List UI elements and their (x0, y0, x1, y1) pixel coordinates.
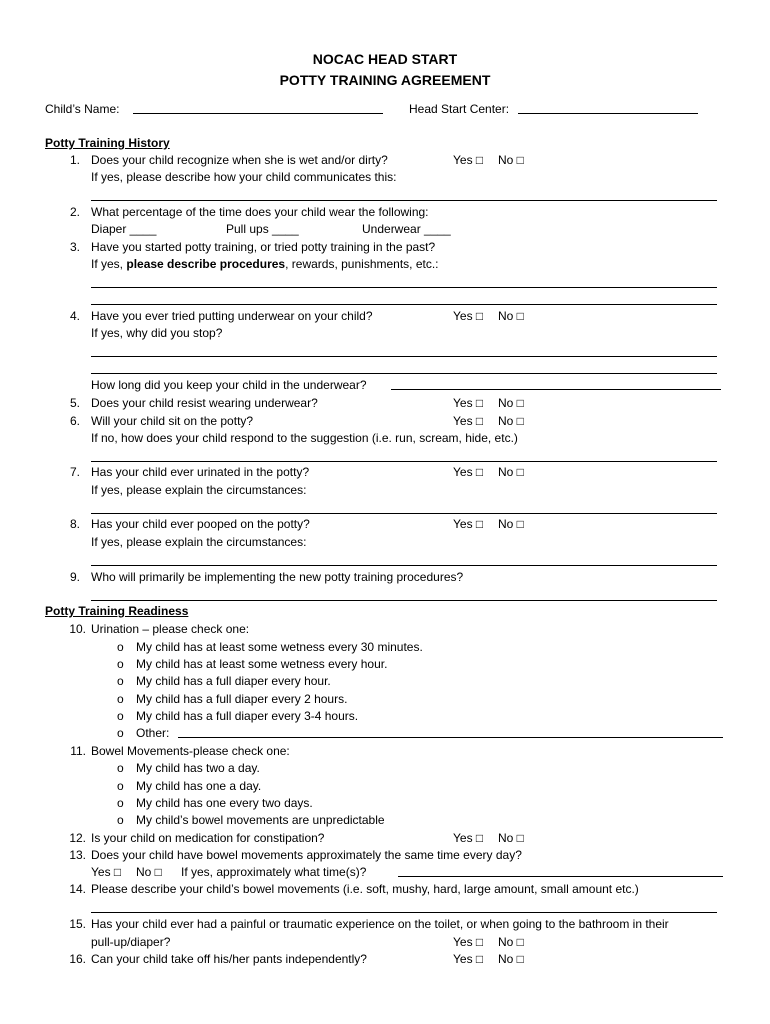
q6-text: Will your child sit on the potty? (91, 414, 254, 428)
q10-option-2-checkbox[interactable]: o (117, 657, 124, 671)
q11-option-3-label: My child has one every two days. (136, 796, 313, 810)
q5-no-checkbox[interactable]: No □ (498, 396, 524, 410)
q6-yes-checkbox[interactable]: Yes □ (453, 414, 484, 428)
q13-text: Does your child have bowel movements approximately the same time every day? (91, 848, 522, 862)
q7-no-checkbox[interactable]: No □ (498, 465, 524, 479)
q16-yes-checkbox[interactable]: Yes □ (453, 952, 484, 966)
q11-option-2-label: My child has one a day. (136, 779, 262, 793)
q7-yes-checkbox[interactable]: Yes □ (453, 465, 484, 479)
q15-yes-checkbox[interactable]: Yes □ (453, 935, 484, 949)
q15-number: 15. (69, 917, 86, 931)
q12-text: Is your child on medication for constipation? (91, 831, 325, 845)
q10-option-1-checkbox[interactable]: o (117, 640, 124, 654)
q1-answer-line[interactable] (91, 200, 717, 201)
q11-option-4-checkbox[interactable]: o (117, 813, 124, 827)
q13-no-checkbox[interactable]: No □ (136, 865, 162, 879)
q11-text: Bowel Movements-please check one: (91, 744, 290, 758)
q9-text: Who will primarily be implementing the new potty training procedures? (91, 570, 464, 584)
q8-yes-checkbox[interactable]: Yes □ (453, 517, 484, 531)
q10-other-field[interactable] (178, 737, 723, 738)
q15-no-checkbox[interactable]: No □ (498, 935, 524, 949)
q4-answer-line-2[interactable] (91, 373, 717, 374)
q4-duration-field[interactable] (391, 389, 721, 390)
q10-option-4-checkbox[interactable]: o (117, 692, 124, 706)
q14-answer-line[interactable] (91, 912, 717, 913)
q2-pullups-field[interactable]: Pull ups ____ (226, 222, 299, 236)
q11-option-4-label: My child’s bowel movements are unpredictable (136, 813, 385, 827)
q16-no-checkbox[interactable]: No □ (498, 952, 524, 966)
q4-duration-label: How long did you keep your child in the underwear? (91, 378, 367, 392)
q10-text: Urination – please check one: (91, 622, 250, 636)
q10-option-4-label: My child has a full diaper every 2 hours. (136, 692, 348, 706)
q14-text: Please describe your child’s bowel movements (i.e. soft, mushy, hard, large amount, small amount etc.) (91, 882, 639, 896)
q13-time-field[interactable] (398, 876, 723, 877)
q12-yes-checkbox[interactable]: Yes □ (453, 831, 484, 845)
q10-option-1-label: My child has at least some wetness every 30 minutes. (136, 640, 423, 654)
q9-answer-line[interactable] (91, 600, 717, 601)
q7-answer-line[interactable] (91, 513, 717, 514)
q4-number: 4. (69, 309, 80, 323)
q15-text-continued: pull-up/diaper? (91, 935, 171, 949)
q3-number: 3. (69, 240, 80, 254)
q11-number: 11. (70, 744, 86, 758)
q1-no-checkbox[interactable]: No □ (498, 153, 524, 167)
q6-number: 6. (69, 414, 80, 428)
q8-no-checkbox[interactable]: No □ (498, 517, 524, 531)
q10-option-2-label: My child has at least some wetness every hour. (136, 657, 388, 671)
q10-option-3-checkbox[interactable]: o (117, 674, 124, 688)
q5-text: Does your child resist wearing underwear? (91, 396, 318, 410)
q9-number: 9. (69, 570, 80, 584)
q10-number: 10. (69, 622, 86, 636)
q7-subtext: If yes, please explain the circumstances: (91, 483, 307, 497)
q6-answer-line[interactable] (91, 461, 717, 462)
q10-option-5-checkbox[interactable]: o (117, 709, 124, 723)
q8-number: 8. (69, 517, 80, 531)
childs-name-label: Child’s Name: (45, 102, 120, 116)
q8-answer-line[interactable] (91, 565, 717, 566)
q1-yes-checkbox[interactable]: Yes □ (453, 153, 484, 167)
q5-number: 5. (69, 396, 80, 410)
q16-number: 16. (69, 952, 86, 966)
q1-text: Does your child recognize when she is wet and/or dirty? (91, 153, 388, 167)
form-subtitle: POTTY TRAINING AGREEMENT (279, 72, 491, 88)
center-field[interactable] (518, 113, 698, 114)
q11-option-1-checkbox[interactable]: o (117, 761, 124, 775)
q4-yes-checkbox[interactable]: Yes □ (453, 309, 484, 323)
q11-option-2-checkbox[interactable]: o (117, 779, 124, 793)
q6-subtext: If no, how does your child respond to the suggestion (i.e. run, scream, hide, etc.) (91, 431, 518, 445)
q4-no-checkbox[interactable]: No □ (498, 309, 524, 323)
q2-text: What percentage of the time does your child wear the following: (91, 205, 429, 219)
section-history-heading: Potty Training History (45, 136, 170, 150)
q3-answer-line-1[interactable] (91, 287, 717, 288)
q8-text: Has your child ever pooped on the potty? (91, 517, 310, 531)
q10-option-5-label: My child has a full diaper every 3-4 hours. (136, 709, 359, 723)
q15-text: Has your child ever had a painful or traumatic experience on the toilet, or when going to the bathroom in their (91, 917, 669, 931)
q5-yes-checkbox[interactable]: Yes □ (453, 396, 484, 410)
q2-diaper-field[interactable]: Diaper ____ (91, 222, 157, 236)
q4-answer-line-1[interactable] (91, 356, 717, 357)
section-readiness-heading: Potty Training Readiness (45, 604, 189, 618)
q10-option-6-checkbox[interactable]: o (117, 726, 124, 740)
q11-option-3-checkbox[interactable]: o (117, 796, 124, 810)
q2-number: 2. (69, 205, 80, 219)
q13-subtext: If yes, approximately what time(s)? (181, 865, 367, 879)
q8-subtext: If yes, please explain the circumstances: (91, 535, 307, 549)
form-title: NOCAC HEAD START (312, 51, 458, 67)
center-label: Head Start Center: (409, 102, 510, 116)
q13-yes-checkbox[interactable]: Yes □ (91, 865, 122, 879)
q10-option-6-label: Other: (136, 726, 170, 740)
q7-text: Has your child ever urinated in the potty? (91, 465, 310, 479)
q4-text: Have you ever tried putting underwear on your child? (91, 309, 373, 323)
q16-text: Can your child take off his/her pants independently? (91, 952, 367, 966)
q6-no-checkbox[interactable]: No □ (498, 414, 524, 428)
q3-answer-line-2[interactable] (91, 304, 717, 305)
q3-subtext: If yes, please describe procedures, rewards, punishments, etc.: (91, 257, 439, 271)
q3-text: Have you started potty training, or tried potty training in the past? (91, 240, 436, 254)
q1-subtext: If yes, please describe how your child communicates this: (91, 170, 397, 184)
q10-option-3-label: My child has a full diaper every hour. (136, 674, 331, 688)
q13-number: 13. (69, 848, 86, 862)
q14-number: 14. (69, 882, 86, 896)
q2-underwear-field[interactable]: Underwear ____ (362, 222, 451, 236)
q12-no-checkbox[interactable]: No □ (498, 831, 524, 845)
q11-option-1-label: My child has two a day. (136, 761, 260, 775)
q1-number: 1. (69, 153, 80, 167)
q7-number: 7. (69, 465, 80, 479)
q12-number: 12. (69, 831, 86, 845)
childs-name-field[interactable] (133, 113, 383, 114)
q4-subtext: If yes, why did you stop? (91, 326, 223, 340)
